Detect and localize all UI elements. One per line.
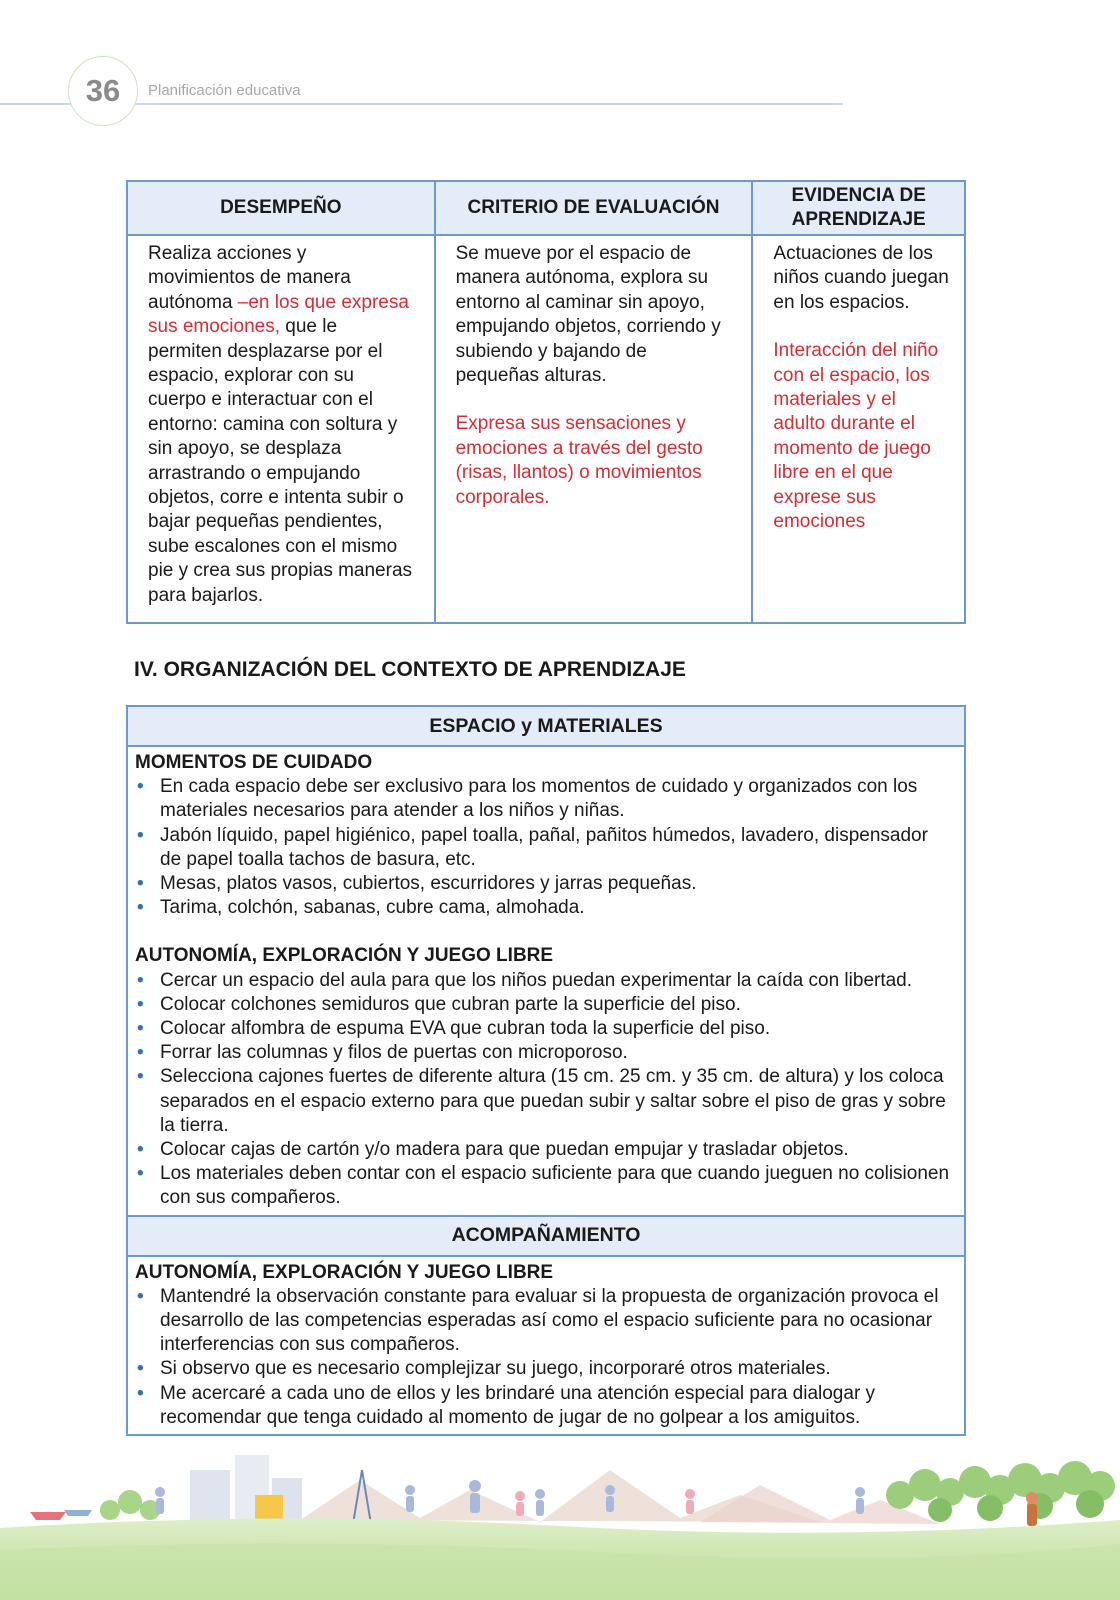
list-item: • Mesas, platos vasos, cubiertos, escurridores y jarras pequeñas. — [135, 872, 954, 896]
evidencia-red-text: Interacción del niño con el espacio, los materiales y el adulto durante el momento de juego libre en el que exprese sus emociones — [773, 340, 939, 533]
evidencia-cell — [752, 235, 965, 623]
espacio-materiales-body — [127, 746, 965, 1216]
list-item: • Si observo que es necesario complejizar su juego, incorporaré otros materiales. — [135, 1357, 954, 1381]
page-number: 36 — [85, 73, 121, 108]
desempeno-cell: Realiza acciones y movimientos de manera autónoma –en los que expresa sus emociones, que le permiten desplazarse por el espacio, explorar con su cuerpo e interactuar con el entorno: camina con soltura y sin apoyo, se desplaza arrastrando o empujando objetos, corre e intenta subir o bajar pequeñas pendientes, sube escalones con el mismo pie y crea sus propias maneras para bajarlos. — [127, 235, 435, 623]
list-item: • Mantendré la observación constante para evaluar si la propuesta de organización provoca el desarrollo de las competencias esperadas así como el espacio suficiente para no ocasionar interferencias con sus compañeros. — [135, 1285, 954, 1358]
group-title-autonomia: AUTONOMÍA, EXPLORACIÓN Y JUEGO LIBRE — [135, 945, 554, 967]
header-evidencia: EVIDENCIA DE APRENDIZAJE — [752, 181, 965, 235]
list-item: • En cada espacio debe ser exclusivo para los momentos de cuidado y organizados con los materiales necesarios para atender a los niños y niñas. — [135, 775, 954, 823]
list-item: • Colocar alfombra de espuma EVA que cubran toda la superficie del piso. — [135, 1017, 954, 1041]
group-title-momentos: MOMENTOS DE CUIDADO — [135, 752, 373, 773]
criterio-text: Se mueve por el espacio de manera autónoma, explora su entorno al caminar sin apoyo, empujando objetos, corriendo y subiendo y bajando de pequeñas alturas. — [455, 243, 721, 387]
list-item: • Me acercaré a cada uno de ellos y les brindaré una atención especial para dialogar y recomendar que tenga cuidado al momento de jugar de no golpear a los amiguitos. — [135, 1382, 954, 1430]
running-header-title: Planificación educativa — [148, 82, 301, 99]
criterio-cell — [435, 235, 753, 623]
band-espacio-materiales: ESPACIO y MATERIALES — [127, 706, 965, 746]
list-item: • Jabón líquido, papel higiénico, papel toalla, pañal, pañitos húmedos, lavadero, dispensador de papel toalla tachos de basura, etc. — [135, 824, 954, 872]
list-item: • Colocar colchones semiduros que cubran parte la superficie del piso. — [135, 993, 954, 1017]
autonomia-list — [135, 969, 954, 1211]
list-item: • Selecciona cajones fuertes de diferente altura (15 cm. 25 cm. y 35 cm. de altura) y los coloca separados en el espacio externo para que puedan subir y saltar sobre el piso de gras y sobre la tierra. — [135, 1065, 954, 1138]
acompanamiento-body — [127, 1256, 965, 1435]
list-item: • Colocar cajas de cartón y/o madera para que puedan empujar y trasladar objetos. — [135, 1138, 954, 1162]
page-number-badge — [68, 56, 138, 126]
momentos-list — [135, 775, 954, 920]
list-item: • Los materiales deben contar con el espacio suficiente para que cuando jueguen no colisionen con sus compañeros. — [135, 1162, 954, 1210]
acompanamiento-list — [135, 1285, 954, 1430]
band-acompanamiento: ACOMPAÑAMIENTO — [127, 1216, 965, 1256]
evidencia-text: Actuaciones de los niños cuando juegan en los espacios. — [773, 243, 949, 313]
desempeno-red-text: –en los que expresa sus emociones, — [148, 291, 409, 338]
context-table — [126, 705, 966, 1436]
footer-landscape-illustration — [0, 1440, 1120, 1600]
competency-table — [126, 180, 966, 624]
header-desempeno: DESEMPEÑO — [127, 181, 435, 235]
section-heading: IV. ORGANIZACIÓN DEL CONTEXTO DE APRENDIZAJE — [134, 658, 686, 681]
list-item: • Tarima, colchón, sabanas, cubre cama, almohada. — [135, 896, 954, 920]
list-item: • Cercar un espacio del aula para que los niños puedan experimentar la caída con libertad. — [135, 969, 954, 993]
group-title-acompanamiento: AUTONOMÍA, EXPLORACIÓN Y JUEGO LIBRE — [135, 1261, 554, 1283]
header-criterio: CRITERIO DE EVALUACIÓN — [435, 181, 753, 235]
list-item: • Forrar las columnas y filos de puertas con microporoso. — [135, 1041, 954, 1065]
criterio-red-text: Expresa sus sensaciones y emociones a través del gesto (risas, llantos) o movimientos corporales. — [455, 413, 703, 508]
